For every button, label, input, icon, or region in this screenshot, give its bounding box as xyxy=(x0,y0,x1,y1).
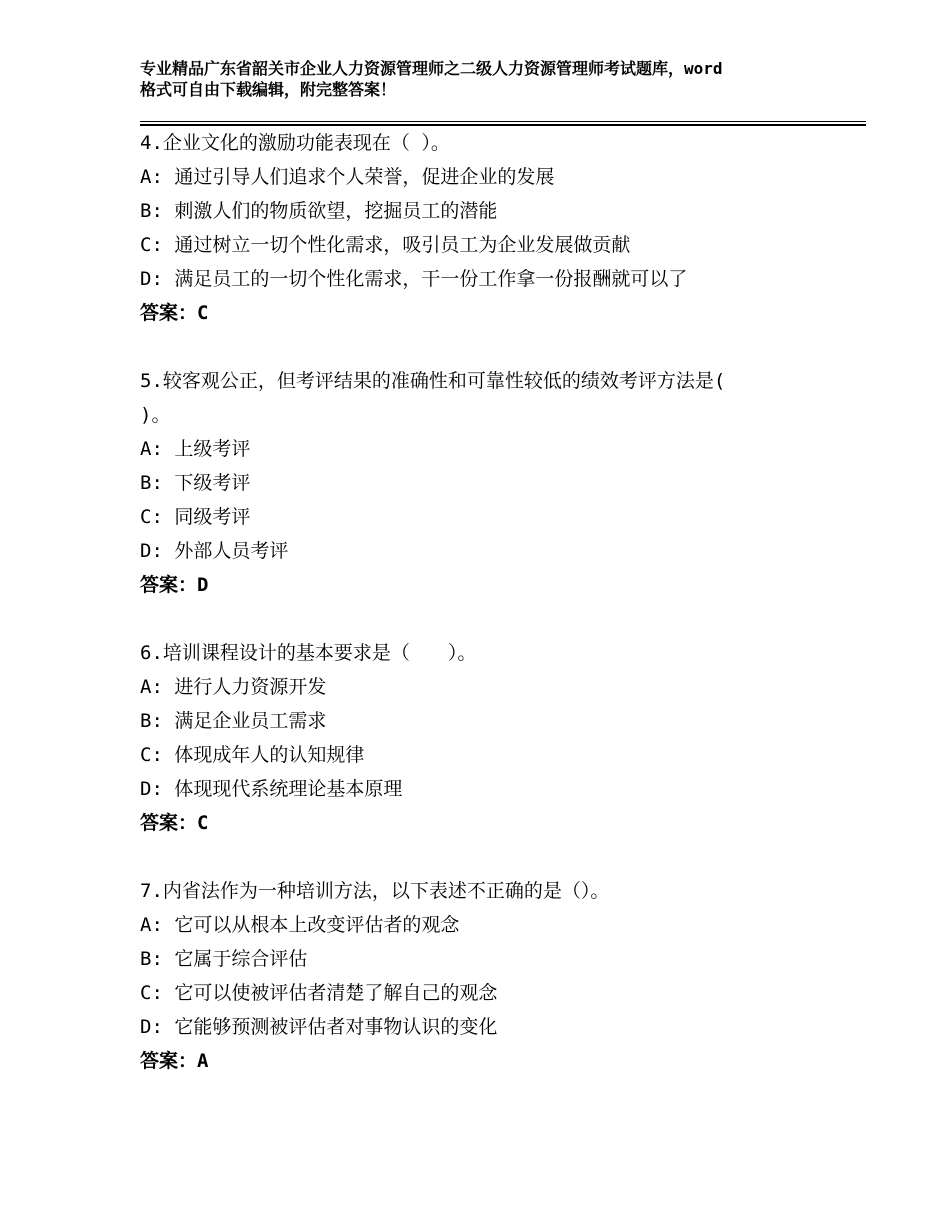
option-a: A: 它可以从根本上改变评估者的观念 xyxy=(140,914,460,936)
option-b: B: 刺激人们的物质欲望，挖掘员工的潜能 xyxy=(140,200,498,222)
spacer xyxy=(140,840,840,874)
option-c: C: 它可以使被评估者清楚了解自己的观念 xyxy=(140,982,498,1004)
option-b: B: 它属于综合评估 xyxy=(140,948,308,970)
option-d: D: 外部人员考评 xyxy=(140,540,289,562)
option-b: B: 满足企业员工需求 xyxy=(140,710,327,732)
question-stem: 5.较客观公正，但考评结果的准确性和可靠性较低的绩效考评方法是( xyxy=(140,370,726,392)
answer-line: 答案：D xyxy=(140,574,209,596)
option-d: D: 满足员工的一切个性化需求，干一份工作拿一份报酬就可以了 xyxy=(140,268,688,290)
spacer xyxy=(140,330,840,364)
option-c: C: 通过树立一切个性化需求，吸引员工为企业发展做贡献 xyxy=(140,234,631,256)
question-6 xyxy=(140,636,840,840)
question-stem: 7.内省法作为一种培训方法，以下表述不正确的是（）。 xyxy=(140,880,610,902)
question-list xyxy=(140,126,840,1078)
option-a: A: 上级考评 xyxy=(140,438,251,460)
question-stem: 4.企业文化的激励功能表现在（ ）。 xyxy=(140,132,450,154)
header-line-2: 格式可自由下载编辑，附完整答案！ xyxy=(140,80,397,99)
answer-line: 答案：A xyxy=(140,1050,209,1072)
question-7 xyxy=(140,874,840,1078)
question-stem: 6.培训课程设计的基本要求是（ ）。 xyxy=(140,642,477,664)
option-d: D: 体现现代系统理论基本原理 xyxy=(140,778,403,800)
question-stem-continued: )。 xyxy=(140,404,171,426)
question-4 xyxy=(140,126,840,330)
option-c: C: 同级考评 xyxy=(140,506,251,528)
header-line-1: 专业精品广东省韶关市企业人力资源管理师之二级人力资源管理师考试题库，word xyxy=(140,59,723,78)
spacer xyxy=(140,602,840,636)
option-a: A: 进行人力资源开发 xyxy=(140,676,327,698)
document-header xyxy=(140,58,840,100)
option-d: D: 它能够预测被评估者对事物认识的变化 xyxy=(140,1016,498,1038)
header-divider-thin xyxy=(140,121,866,122)
option-b: B: 下级考评 xyxy=(140,472,251,494)
answer-line: 答案：C xyxy=(140,812,209,834)
option-a: A: 通过引导人们追求个人荣誉，促进企业的发展 xyxy=(140,166,555,188)
question-5 xyxy=(140,364,840,602)
answer-line: 答案：C xyxy=(140,302,209,324)
option-c: C: 体现成年人的认知规律 xyxy=(140,744,365,766)
